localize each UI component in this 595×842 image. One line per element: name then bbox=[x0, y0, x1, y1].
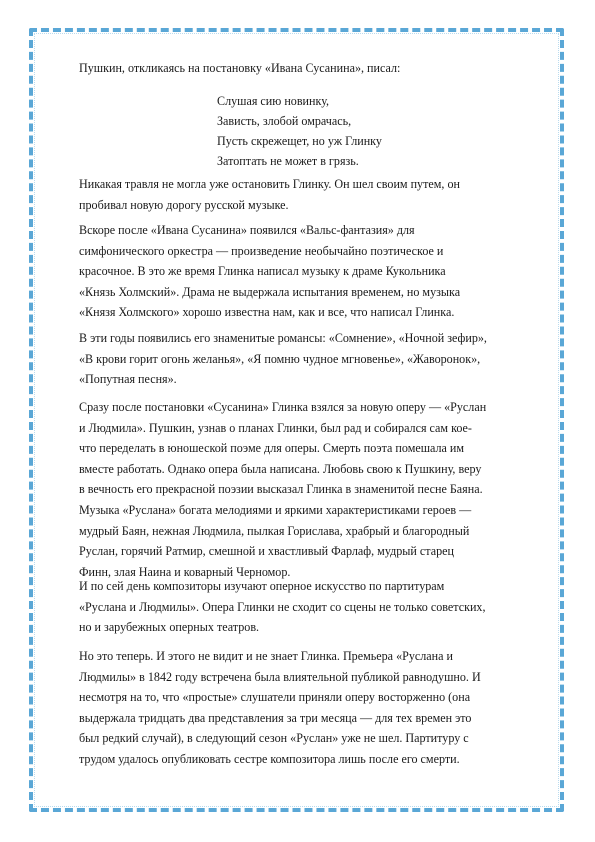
text-line: мудрый Баян, нежная Людмила, пылкая Горислава, храбрый и благородный bbox=[79, 523, 470, 538]
paragraph-4 bbox=[79, 397, 544, 582]
paragraph-2 bbox=[79, 220, 544, 323]
text-line: Вскоре после «Ивана Сусанина» появился «Вальс-фантазия» для bbox=[79, 223, 415, 237]
text-line: и Людмила». Пушкин, узнав о планах Глинки, был рад и собирался сам кое- bbox=[79, 420, 472, 435]
paragraph-1 bbox=[79, 174, 544, 215]
text-line: Никакая травля не могла уже остановить Глинку. Он шел своим путем, он bbox=[79, 177, 460, 191]
text-line: «В крови горит огонь желанья», «Я помню чудное мгновенье», «Жаворонок», bbox=[79, 351, 481, 366]
text-line: Финн, злая Наина и коварный Черномор. bbox=[79, 564, 291, 579]
text-line: красочное. В это же время Глинка написал музыку к драме Кукольника bbox=[79, 264, 446, 279]
text-line: был редкий случай), в следующий сезон «Руслан» уже не шел. Партитуру с bbox=[79, 731, 469, 746]
poem-line: Пусть скрежещет, но уж Глинку bbox=[217, 134, 382, 148]
text-line: «Попутная песня». bbox=[79, 372, 177, 387]
text-line: в вечность его прекрасной поэзии высказал Глинка в знаменитой песне Баяна. bbox=[79, 482, 483, 497]
paragraph-6 bbox=[79, 646, 544, 770]
text-line: Людмилы» в 1842 году встречена была влиятельной публикой равнодушно. И bbox=[79, 669, 481, 684]
text-line: симфонического оркестра — произведение необычайно поэтическое и bbox=[79, 243, 444, 258]
poem-line: Зависть, злобой омрачась, bbox=[217, 114, 352, 128]
text-line: что переделать в юношеской поэме для оперы. Смерть поэта помешала им bbox=[79, 441, 465, 456]
text-line: Музыка «Руслана» богата мелодиями и яркими характеристиками героев — bbox=[79, 502, 472, 517]
text-line: Руслан, горячий Ратмир, смешной и хвастливый Фарлаф, мудрый старец bbox=[79, 544, 454, 559]
paragraph-3 bbox=[79, 328, 544, 390]
text-line: И по сей день композиторы изучают оперное искусство по партитурам bbox=[79, 579, 445, 593]
poem-quote bbox=[217, 91, 477, 171]
text-line: «Князь Холмский». Драма не выдержала испытания временем, но музыка bbox=[79, 284, 461, 299]
poem-line: Затоптать не может в грязь. bbox=[217, 154, 359, 168]
text-line: но и зарубежных оперных театров. bbox=[79, 620, 260, 635]
text-line: пробивал новую дорогу русской музыке. bbox=[79, 197, 289, 212]
text-line: выдержала тридцать два представления за три месяца — для тех времен это bbox=[79, 710, 472, 725]
text-line: В эти годы появились его знаменитые романсы: «Сомнение», «Ночной зефир», bbox=[79, 331, 487, 345]
text-line: вместе работать. Однако опера была написана. Любовь свою к Пушкину, веру bbox=[79, 461, 482, 476]
text-line: трудом удалось опубликовать сестре композитора лишь после его смерти. bbox=[79, 751, 460, 766]
text-line: несмотря на то, что «простые» слушатели приняли оперу восторженно (она bbox=[79, 690, 471, 705]
text-line: «Руслана и Людмилы». Опера Глинки не сходит со сцены не только советских, bbox=[79, 599, 486, 614]
poem-line: Слушая сию новинку, bbox=[217, 94, 330, 108]
text-line: Сразу после постановки «Сусанина» Глинка взялся за новую оперу — «Руслан bbox=[79, 400, 487, 414]
text-line: «Князя Холмского» хорошо известна нам, как и все, что написал Глинка. bbox=[79, 305, 455, 320]
paragraph-5 bbox=[79, 576, 544, 638]
text-line: Но это теперь. И этого не видит и не знает Глинка. Премьера «Руслана и bbox=[79, 649, 453, 663]
intro-paragraph: Пушкин, откликаясь на постановку «Ивана Сусанина», писал: bbox=[79, 61, 401, 75]
